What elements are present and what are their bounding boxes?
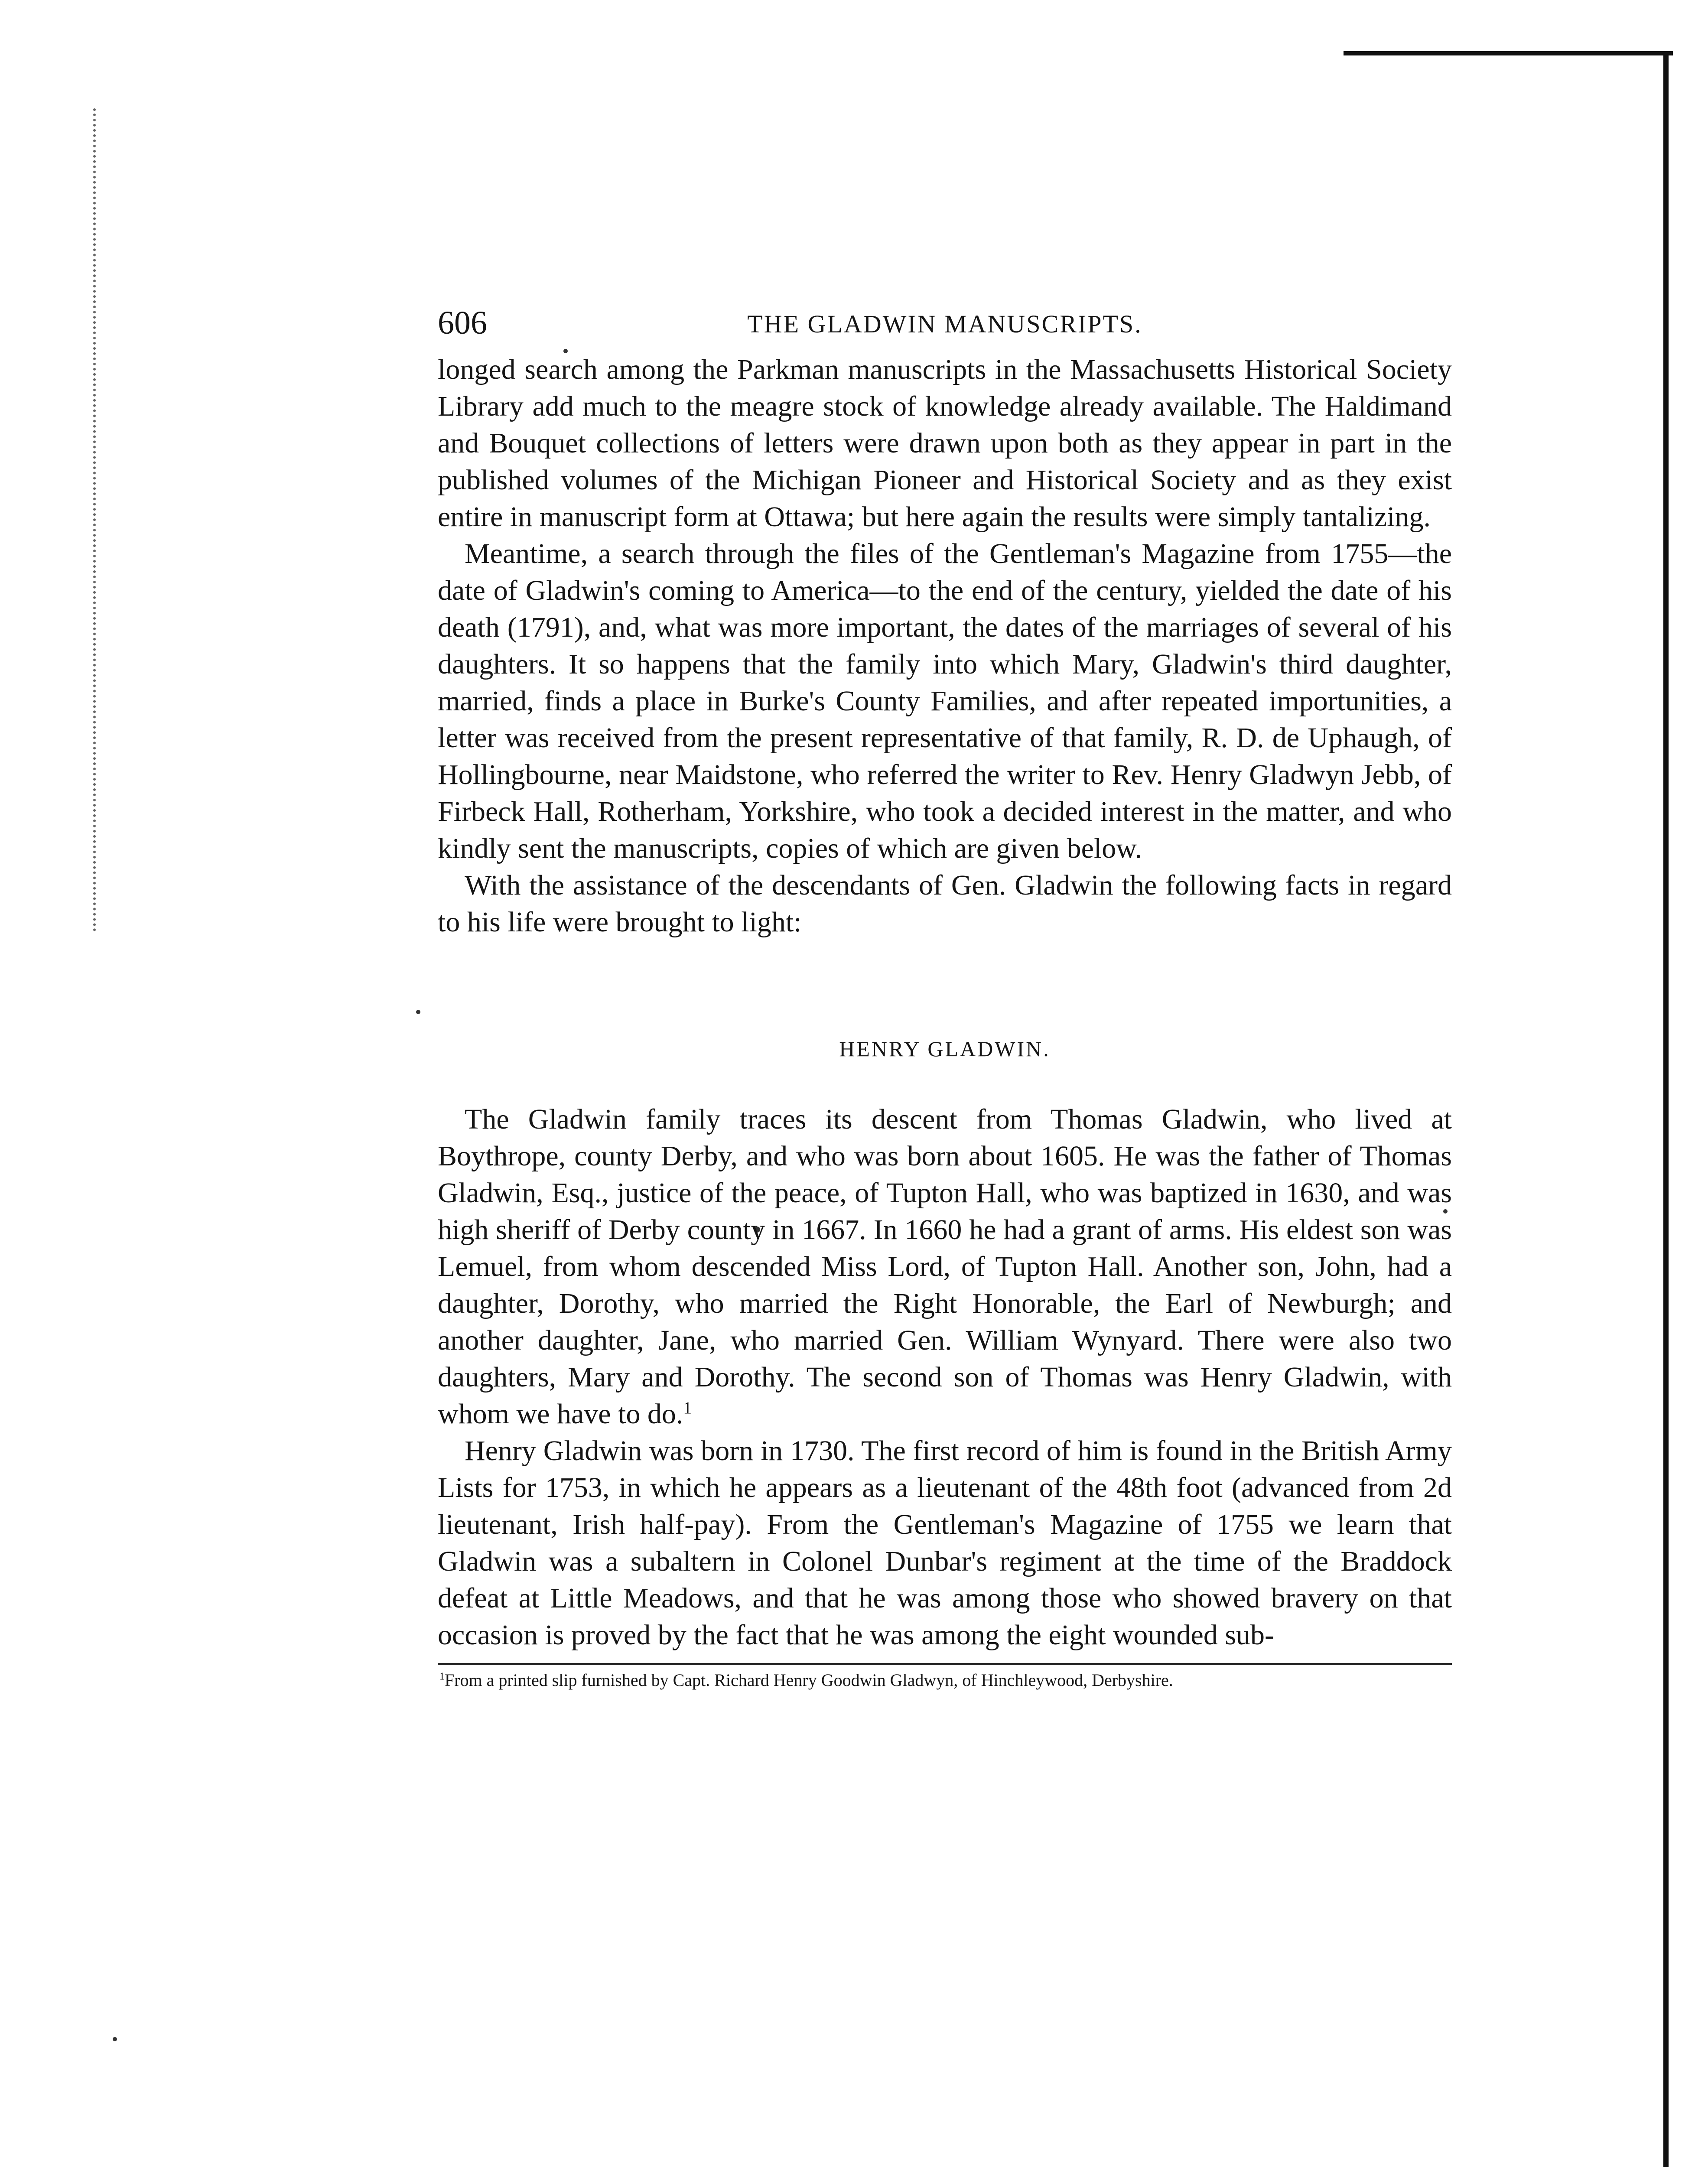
scan-edge-top [1344,51,1673,55]
footnote-number: 1 [439,1671,445,1682]
scan-edge-right [1663,52,1681,2167]
paragraph-continued: longed search among the Parkman manuscripts in the Massachusetts Historical Society Library add much to the meagre stock of knowledge already available. The Haldimand and Bouquet collections of letters were drawn upon both as they appear in part in the published volumes of the Michigan Pioneer and Historical Society and as they exist entire in manuscript form at Ottawa; but here again the results were simply tantalizing. [438,354,1452,533]
footnote [438,1670,1452,1690]
scan-left-dots [93,108,96,932]
section-body-text [438,1101,1452,1653]
running-title: THE GLADWIN MANUSCRIPTS. [747,310,1142,338]
paragraph: Meantime, a search through the files of the Gentleman's Magazine from 1755—the date of Gladwin's coming to America—to the end of the century, yielded the date of his death (1791), and, what was more important, the dates of the marriages of several of his daughters. It so happens that the family into which Mary, Gladwin's third daughter, married, finds a place in Burke's County Families, and after repeated importunities, a letter was received from the present representative of that family, R. D. de Uphaugh, of Hollingbourne, near Maidstone, who referred the writer to Rev. Henry Gladwyn Jebb, of Firbeck Hall, Rotherham, Yorkshire, who took a decided interest in the matter, and who kindly sent the manuscripts, copies of which are given below. [438,538,1452,864]
scan-speck [113,2037,117,2041]
paragraph: With the assistance of the descendants of Gen. Gladwin the following facts in regard to his life were brought to light: [438,869,1452,938]
footnote-marker: 1 [683,1398,692,1417]
page-header [438,303,1452,351]
scan-speck [416,1010,420,1014]
footnote-rule [438,1663,1452,1665]
paragraph: Henry Gladwin was born in 1730. The first record of him is found in the British Army Lists for 1753, in which he appears as a lieutenant of the 48th foot (advanced from 2d lieutenant, Irish half-pay). From the Gentleman's Magazine of 1755 we learn that Gladwin was a subaltern in Colonel Dunbar's regiment at the time of the Braddock defeat at Little Meadows, and that he was among those who showed bravery on that occasion is proved by the fact that he was among the eight wounded sub- [438,1435,1452,1651]
paragraph-with-footnote [438,1101,1452,1432]
paragraph-text: The Gladwin family traces its descent from Thomas Gladwin, who lived at Boythrope, county Derby, and who was born about 1605. He was the father of Thomas Gladwin, Esq., justice of the peace, of Tupton Hall, who was baptized in 1630, and was high sheriff of Derby county in 1667. In 1660 he had a grant of arms. His eldest son was Lemuel, from whom descended Miss Lord, of Tupton Hall. Another son, John, had a daughter, Dorothy, who married the Right Honorable, the Earl of Newburgh; and another daughter, Jane, who married Gen. William Wynyard. There were also two daughters, Mary and Dorothy. The second son of Thomas was Henry Gladwin, with whom we have to do. [438,1103,1452,1430]
footnote-text: From a printed slip furnished by Capt. Richard Henry Goodwin Gladwyn, of Hinchleywood, Derbyshire. [445,1670,1173,1690]
page-number: 606 [438,305,487,341]
book-page [438,303,1452,1690]
body-text [438,351,1452,940]
section-heading: HENRY GLADWIN. [839,1037,1051,1061]
